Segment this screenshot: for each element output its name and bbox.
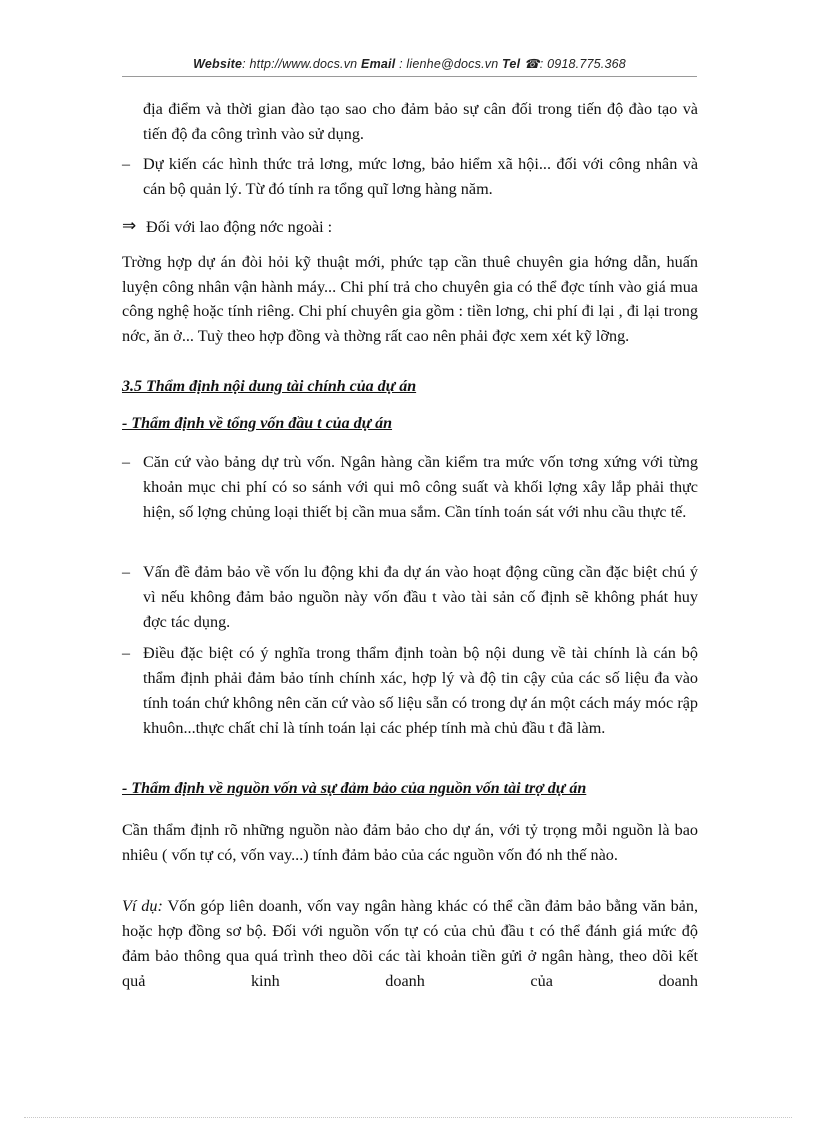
- foreign-labor-paragraph: Trờng hợp dự án đòi hỏi kỹ thuật mới, phức tạp cần thuê chuyên gia hớng dẫn, huấn luyện công nhân vận hành máy... Chi phí trả cho chuyên gia có thể đợc tính vào giá mua công nghệ hoặc tính riêng. Chi phí chuyên gia gồm : tiền lơng, chi phí đi lại , đi lại trong nớc, ăn ở... Tuỳ theo hợp đồng và thờng rất cao nên phải đợc xem xét kỹ lỡng.: [122, 253, 698, 345]
- dash-bullet-icon: –: [122, 454, 130, 471]
- tel-value: : 0918.775.368: [539, 57, 626, 71]
- example-text: Vốn góp liên doanh, vốn vay ngân hàng khác có thể cần đảm bảo bằng văn bản, hoặc hợp đồng sơ bộ. Đối với nguồn vốn tự có của chủ đầu t có thể đánh giá mức độ đảm bảo thông qua quá trình theo dõi các tài khoản tiền gửi ở ngân hàng, theo dõi kết quả kinh doanh của doanh: [122, 897, 698, 990]
- tel-label: Tel: [502, 57, 521, 71]
- subsection-total-capital: - Thẩm định về tổng vốn đầu t của dự án: [122, 415, 393, 432]
- foreign-labor-heading: Đối với lao động nớc ngoài :: [146, 218, 333, 236]
- website-label: Website: [193, 57, 243, 71]
- example-paragraph: [122, 894, 698, 994]
- dash-bullet-icon: –: [122, 156, 130, 173]
- website-value: : http://www.docs.vn: [242, 57, 358, 71]
- capital-bullet-3: Điều đặc biệt có ý nghĩa trong thẩm định toàn bộ nội dung về tài chính là cán bộ thẩm định phải đảm bảo tính chính xác, hợp lý và độ tin cậy của các số liệu đa vào tính toán chứ không nên căn cứ vào số liệu sẵn có trong dự án một cách máy móc rập khuôn...thực chất chỉ là tính toán lại các phép tính mà chủ đầu t đã làm.: [143, 644, 698, 737]
- phone-icon: ☎: [523, 57, 540, 71]
- dash-bullet-icon: –: [122, 645, 130, 662]
- intro-continuation: địa điểm và thời gian đào tạo sao cho đảm bảo sự cân đối trong tiến độ đào tạo và tiến độ đa công trình vào sử dụng.: [143, 100, 698, 143]
- page-header: [122, 56, 697, 71]
- dash-bullet-icon: –: [122, 564, 130, 581]
- email-label: Email: [361, 57, 396, 71]
- funding-paragraph: Cần thẩm định rõ những nguồn nào đảm bảo cho dự án, với tỷ trọng mỗi nguồn là bao nhiêu ( vốn tự có, vốn vay...) tính đảm bảo của các nguồn vốn đó nh thế nào.: [122, 821, 698, 864]
- header-divider: [122, 76, 697, 77]
- capital-bullet-1: Căn cứ vào bảng dự trù vốn. Ngân hàng cần kiểm tra mức vốn tơng xứng với từng khoản mục chi phí có so sánh với qui mô công suất và khối lợng xây lắp phải thực hiện, số lợng chủng loại thiết bị cần mua sắm. Cần tính toán sát với nhu cầu thực tế.: [143, 453, 698, 521]
- capital-bullet-2: Vấn đề đảm bảo về vốn lu động khi đa dự án vào hoạt động cũng cần đặc biệt chú ý vì nếu không đảm bảo nguồn này vốn đầu t vào tài sản cố định sẽ không phát huy đợc tác dụng.: [143, 563, 698, 631]
- right-arrow-icon: ⇒: [122, 216, 137, 236]
- subsection-funding: - Thẩm định về nguồn vốn và sự đảm bảo của nguồn vốn tài trợ dự án: [122, 780, 587, 797]
- section-title: 3.5 Thẩm định nội dung tài chính của dự án: [122, 378, 417, 395]
- example-label: Ví dụ:: [122, 897, 163, 915]
- email-value: : lienhe@docs.vn: [399, 57, 499, 71]
- page-bottom-border: [24, 1117, 792, 1118]
- bullet-salary: Dự kiến các hình thức trả lơng, mức lơng, bảo hiểm xã hội... đối với công nhân và cán bộ quản lý. Từ đó tính ra tổng quĩ lơng hàng năm.: [143, 155, 698, 198]
